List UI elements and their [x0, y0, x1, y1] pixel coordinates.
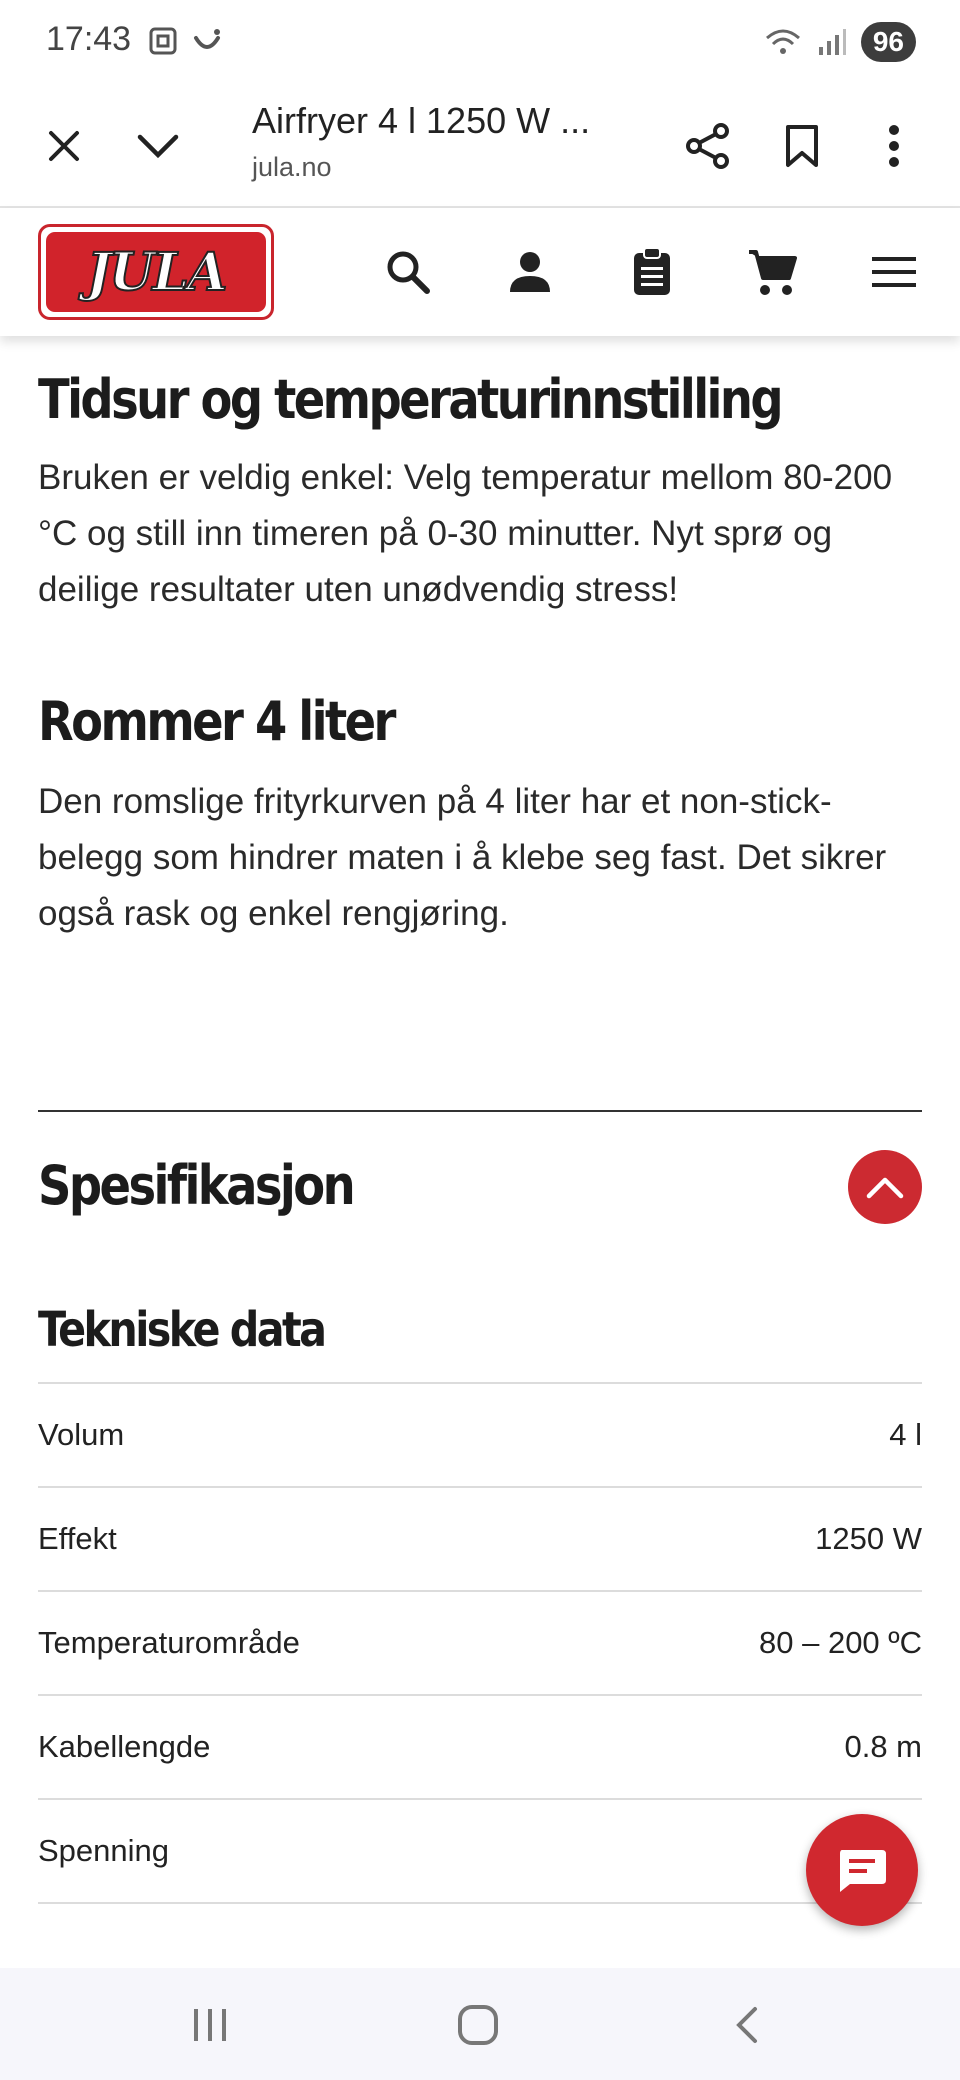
spec-value: 0.8 m: [844, 1729, 922, 1764]
home-button[interactable]: [448, 2000, 508, 2050]
logo-text: JULA: [86, 241, 226, 303]
section-heading: Tidsur og temperaturinnstilling: [38, 368, 782, 431]
more-vertical-icon: [888, 124, 900, 168]
user-icon: [508, 250, 552, 294]
hamburger-menu-icon: [871, 255, 917, 289]
more-options-button[interactable]: [862, 114, 926, 178]
spec-row: [38, 1382, 922, 1486]
section-heading: Rommer 4 liter: [38, 690, 394, 753]
jula-logo[interactable]: [38, 224, 274, 320]
divider: [38, 1110, 922, 1112]
spec-heading[interactable]: Spesifikasjon: [38, 1154, 354, 1217]
status-left-icons: [146, 24, 224, 58]
spec-label: Effekt: [38, 1521, 117, 1556]
section-text: Bruken er veldig enkel: Velg temperatur mellom 80-200 °C og still inn timeren på 0-30 minutter. Nyt sprø og deilige resultater uten unødvendig stress!: [38, 458, 893, 609]
cart-button[interactable]: [744, 244, 800, 300]
collapse-spec-button[interactable]: [848, 1150, 922, 1224]
spec-row: [38, 1694, 922, 1798]
chevron-up-icon: [865, 1174, 905, 1200]
spec-label: Volum: [38, 1417, 125, 1452]
section-text: Den romslige frityrkurven på 4 liter har et non-stick-belegg som hindrer maten i å klebe seg fast. Det sikrer også rask og enkel rengjøring.: [38, 782, 887, 933]
spec-label: Spenning: [38, 1833, 170, 1868]
back-icon: [731, 2005, 761, 2045]
cart-icon: [747, 248, 797, 296]
menu-button[interactable]: [866, 244, 922, 300]
close-tab-button[interactable]: [32, 114, 96, 178]
recent-apps-icon: [190, 2007, 230, 2043]
spec-label: Temperaturområde: [38, 1625, 300, 1660]
spec-row: [38, 1486, 922, 1590]
home-icon: [456, 2003, 500, 2047]
spec-value: 1250 W: [815, 1521, 922, 1556]
account-button[interactable]: [502, 244, 558, 300]
spec-row: [38, 1798, 922, 1904]
chat-icon: [836, 1846, 888, 1894]
page-title[interactable]: Airfryer 4 l 1250 W ...: [252, 100, 591, 141]
shopping-list-button[interactable]: [624, 244, 680, 300]
spec-label: Kabellengde: [38, 1729, 211, 1764]
wifi-icon: [763, 26, 803, 58]
signal-icon: [817, 27, 847, 57]
back-button[interactable]: [716, 2000, 776, 2050]
recent-apps-button[interactable]: [180, 2000, 240, 2050]
spec-table: [38, 1382, 922, 1904]
search-button[interactable]: [380, 244, 436, 300]
bookmark-icon: [784, 123, 820, 169]
clipboard-icon: [632, 247, 672, 297]
browser-toolbar: [0, 84, 960, 208]
site-header: [0, 208, 960, 336]
battery-level: 96: [861, 22, 916, 62]
search-icon: [385, 249, 431, 295]
status-bar: [0, 0, 960, 84]
status-right: [763, 22, 916, 62]
chat-button[interactable]: [806, 1814, 918, 1926]
close-icon: [46, 128, 82, 164]
technical-data-heading: Tekniske data: [38, 1302, 325, 1358]
share-icon: [685, 123, 731, 169]
screenshot-icon: [146, 24, 180, 58]
logo-badge: [46, 232, 266, 312]
spec-value: 80 – 200 ºC: [759, 1625, 922, 1660]
share-button[interactable]: [676, 114, 740, 178]
bookmark-button[interactable]: [770, 114, 834, 178]
chevron-down-icon: [136, 131, 180, 161]
smile-icon: [190, 24, 224, 58]
spec-row: [38, 1590, 922, 1694]
system-nav-bar: [0, 1968, 960, 2080]
minimize-button[interactable]: [126, 114, 190, 178]
spec-value: 4 l: [889, 1417, 922, 1452]
status-time: 17:43: [46, 20, 132, 58]
page-url[interactable]: jula.no: [252, 152, 332, 182]
